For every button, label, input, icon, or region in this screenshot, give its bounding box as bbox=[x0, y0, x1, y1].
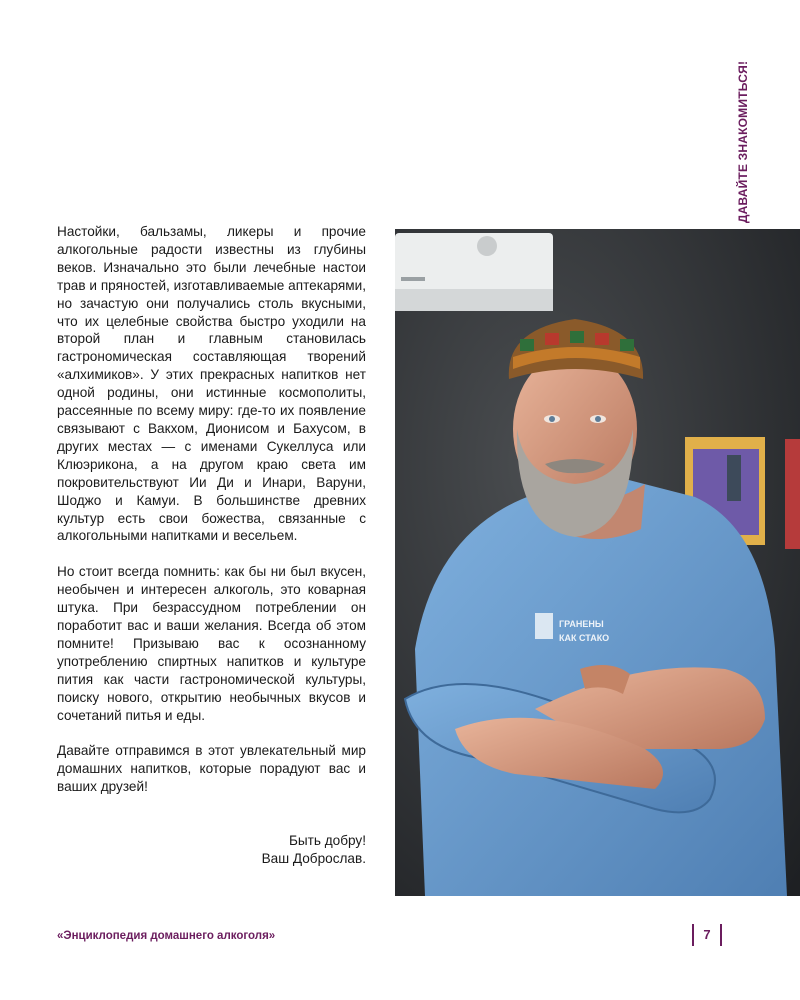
article-paragraph-2: Но стоит всегда помнить: как бы ни был вкусен, необычен и интересен алкоголь, это коварная штука. При безрассудном потреблении он поработит вас и ваши желания. Всегда об этом помните! Призываю вас к осознанному употреблению спиртных напитков и культуре пития как части гастрономической культуры, поиску нового, открытию необычных вкусов и сочетаний питья и еды. bbox=[57, 564, 366, 723]
page-number: 7 bbox=[692, 924, 722, 946]
article-paragraph-1: Настойки, бальзамы, ликеры и прочие алкогольные радости известны из глубины веков. Изначально это были лечебные настои трав и пряностей, изготавливаемые аптекарями, но зачастую они получались столь вкусными, что их целебные свойства быстро уходили на второй план и главным становилась гастрономическая составляющая творений «алхимиков». У этих прекрасных напитков нет одной родины, они истинные космополиты, рассеянные по всему миру: где-то их появление связывают с Вакхом, Дионисом и Бахусом, в других местах — с именами Сукеллуса или Клюэрикона, а на другом краю света им покровительствуют Ии Ди и Инари, Варуни, Шоджо и Камуи. В большинстве древних культур есть свои божества, связанные с алкогольными напитками и весельем. bbox=[57, 224, 366, 544]
article-paragraph-3: Давайте отправимся в этот увлекательный мир домашних напитков, которые порадуют вас и ваших друзей! bbox=[57, 743, 366, 795]
signoff-line-2: Ваш Доброслав. bbox=[261, 850, 366, 866]
signoff bbox=[57, 832, 366, 868]
signoff-line-1: Быть добру! bbox=[288, 833, 366, 848]
shirt-print-line-2: КАК СТАКО bbox=[559, 633, 610, 643]
book-title: «Энциклопедия домашнего алкоголя» bbox=[57, 930, 276, 942]
section-tab-label: ДАВАЙТЕ ЗНАКОМИТЬСЯ! bbox=[736, 60, 750, 224]
shirt-print-line-1: ГРАНЕНЫ bbox=[559, 619, 604, 629]
article-body bbox=[57, 223, 366, 814]
author-photo bbox=[395, 229, 800, 896]
section-tab bbox=[728, 62, 758, 222]
